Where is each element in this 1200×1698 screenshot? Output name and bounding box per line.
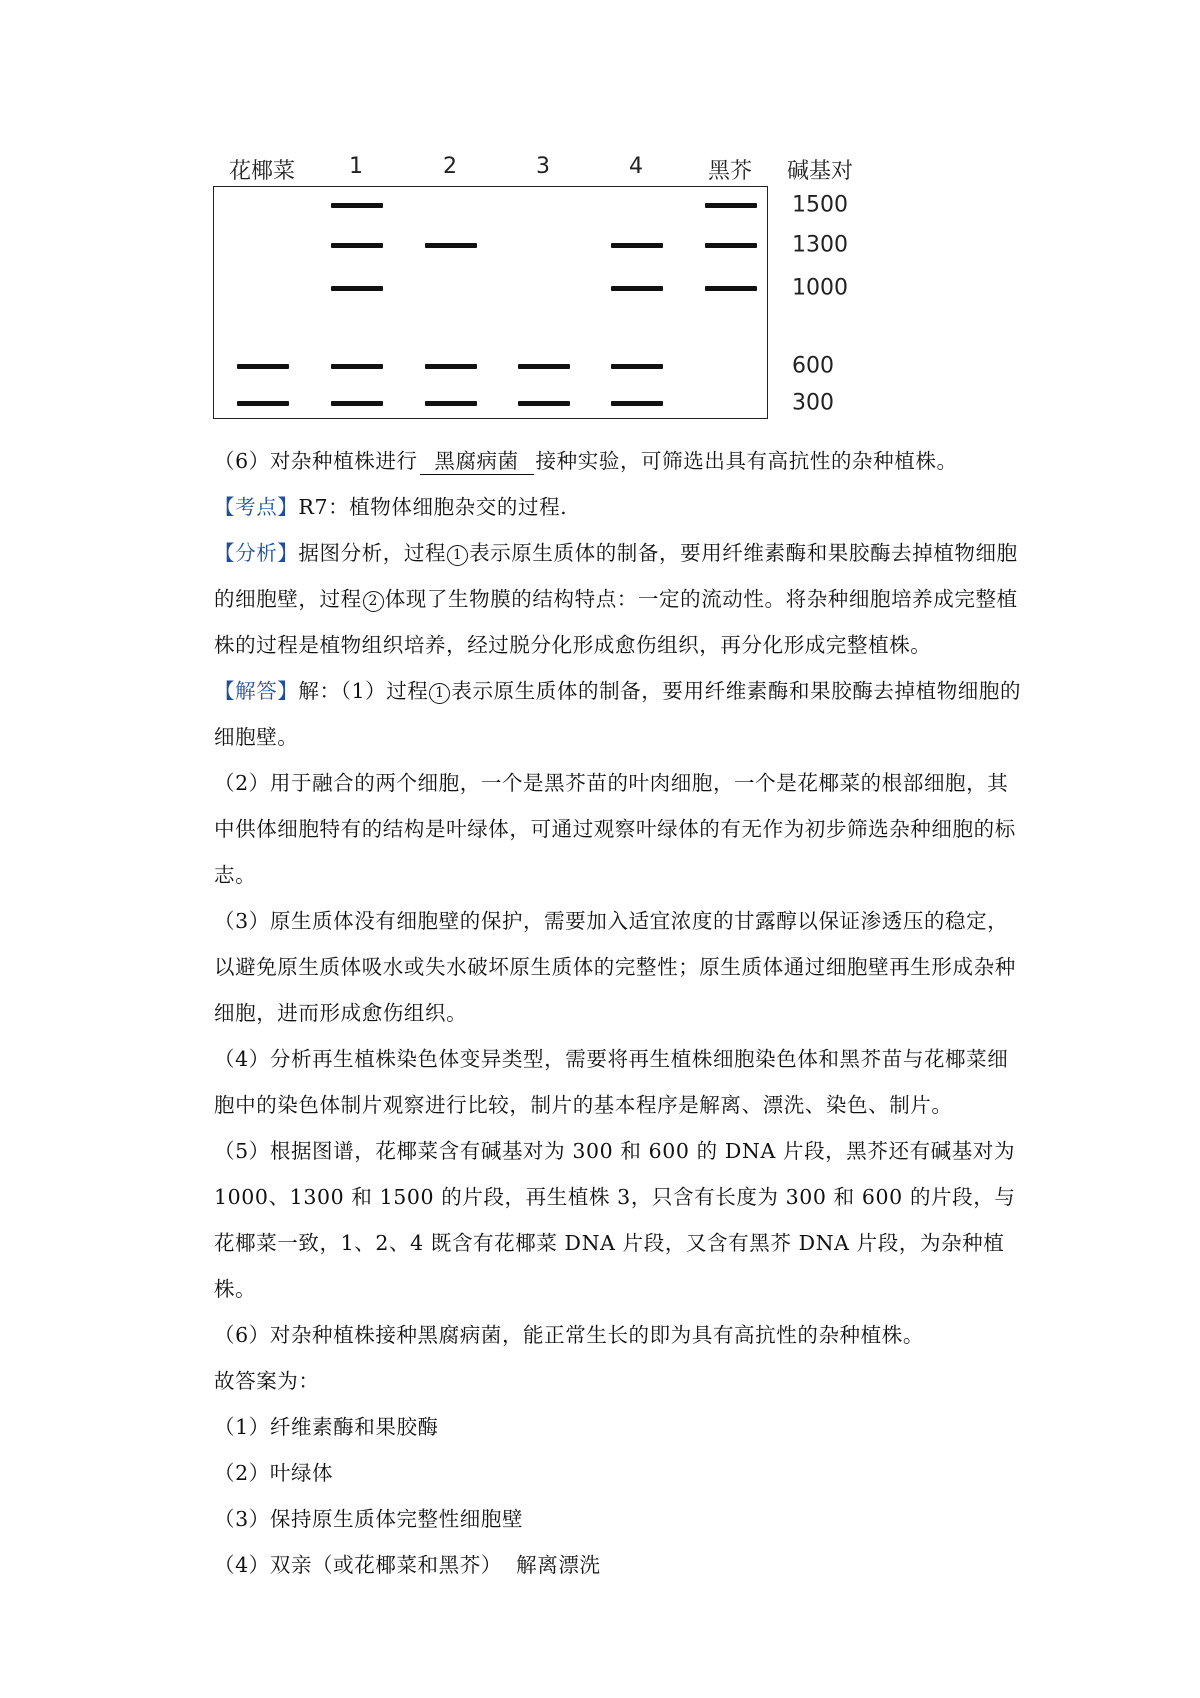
final-answer: （3）保持原生质体完整性细胞壁 <box>214 1507 524 1531</box>
jieda-section <box>214 668 1024 760</box>
dna-band <box>237 401 289 406</box>
answer-paragraph: （3）原生质体没有细胞壁的保护，需要加入适宜浓度的甘露醇以保证渗透压的稳定，以避免原生质体吸水或失水破坏原生质体的完整性；原生质体通过细胞壁再生形成杂种细胞，进而形成愈伤组织。 <box>214 909 1016 1025</box>
circled-number-2: 2 <box>363 591 384 612</box>
dna-band <box>425 243 477 248</box>
fenxi-section <box>214 530 1024 668</box>
bp-size-label: 1000 <box>792 275 848 301</box>
bp-size-label: 1300 <box>792 232 848 258</box>
dna-band <box>331 203 383 208</box>
dna-band <box>331 364 383 369</box>
document-body <box>214 438 1024 1588</box>
jieda-text-1: 解：（1）过程 <box>298 679 429 703</box>
dna-band <box>705 203 757 208</box>
kaodian-text: R7：植物体细胞杂交的过程. <box>298 495 568 519</box>
q6-prefix: （6）对杂种植株进行 <box>214 449 418 473</box>
gel-box <box>213 186 768 419</box>
dna-band <box>331 243 383 248</box>
dna-band <box>518 401 570 406</box>
answer-intro: 故答案为： <box>214 1369 320 1393</box>
kaodian-section <box>214 484 1024 530</box>
q6-answer-blank: 黑腐病菌 <box>420 448 534 475</box>
lane-label: 4 <box>629 154 643 179</box>
answer-paragraph: （4）分析再生植株染色体变异类型，需要将再生植株细胞染色体和黑芥苗与花椰菜细胞中的染色体制片观察进行比较，制片的基本程序是解离、漂洗、染色、制片。 <box>214 1047 1009 1117</box>
fenxi-tag: 【分析】 <box>214 541 299 565</box>
dna-band <box>705 243 757 248</box>
final-answer: （4）双亲（或花椰菜和黑芥） 解离漂洗 <box>214 1553 601 1577</box>
gel-electrophoresis-figure <box>0 0 1200 430</box>
dna-band <box>425 364 477 369</box>
circled-number-1: 1 <box>429 683 450 704</box>
circled-number-1: 1 <box>447 545 468 566</box>
jieda-tag: 【解答】 <box>214 679 299 703</box>
fenxi-text-1: 据图分析，过程 <box>298 541 447 565</box>
dna-band <box>518 364 570 369</box>
answer-paragraph: （5）根据图谱，花椰菜含有碱基对为 300 和 600 的 DNA 片段，黑芥还有碱基对为 1000、1300 和 1500 的片段，再生植株 3，只含有长度为 300 和 600 的片段，与花椰菜一致，1、2、4 既含有花椰菜 DNA 片段，又含有黑芥 DNA 片段，为杂种植株。 <box>214 1139 1016 1301</box>
dna-band <box>237 364 289 369</box>
answer-paragraph: （2）用于融合的两个细胞，一个是黑芥苗的叶肉细胞，一个是花椰菜的根部细胞，其中供体细胞特有的结构是叶绿体，可通过观察叶绿体的有无作为初步筛选杂种细胞的标志。 <box>214 771 1016 887</box>
kaodian-tag: 【考点】 <box>214 495 299 519</box>
answer-paragraph: （6）对杂种植株接种黑腐病菌，能正常生长的即为具有高抗性的杂种植株。 <box>214 1323 924 1347</box>
bp-header: 碱基对 <box>786 159 854 184</box>
lane-label: 3 <box>536 154 550 179</box>
bp-size-label: 1500 <box>792 192 848 218</box>
q6-suffix: 接种实验，可筛选出具有高抗性的杂种植株。 <box>535 449 958 473</box>
dna-band <box>331 401 383 406</box>
lane-label: 1 <box>349 154 363 179</box>
final-answer: （1）纤维素酶和果胶酶 <box>214 1415 439 1439</box>
fenxi-text-2: 表示原生质体的制备，要用纤维素酶和果胶酶去掉植物细胞的细胞壁，过程 <box>214 541 1018 611</box>
lane-label: 黑芥 <box>707 159 753 184</box>
dna-band <box>331 286 383 291</box>
dna-band <box>611 364 663 369</box>
bp-size-label: 300 <box>792 390 834 416</box>
dna-band <box>611 243 663 248</box>
dna-band <box>705 286 757 291</box>
bp-size-label: 600 <box>792 353 834 379</box>
dna-band <box>611 401 663 406</box>
question-6 <box>214 438 1024 484</box>
lane-label: 2 <box>443 154 457 179</box>
dna-band <box>425 401 477 406</box>
jieda-text-2: 表示原生质体的制备，要用纤维素酶和果胶酶去掉植物细胞的细胞壁。 <box>214 679 1022 749</box>
dna-band <box>611 286 663 291</box>
fenxi-text-3: 体现了生物膜的结构特点：一定的流动性。将杂种细胞培养成完整植株的过程是植物组织培养，经过脱分化形成愈伤组织，再分化形成完整植株。 <box>214 587 1018 657</box>
lane-label: 花椰菜 <box>228 159 296 184</box>
final-answer: （2）叶绿体 <box>214 1461 334 1485</box>
